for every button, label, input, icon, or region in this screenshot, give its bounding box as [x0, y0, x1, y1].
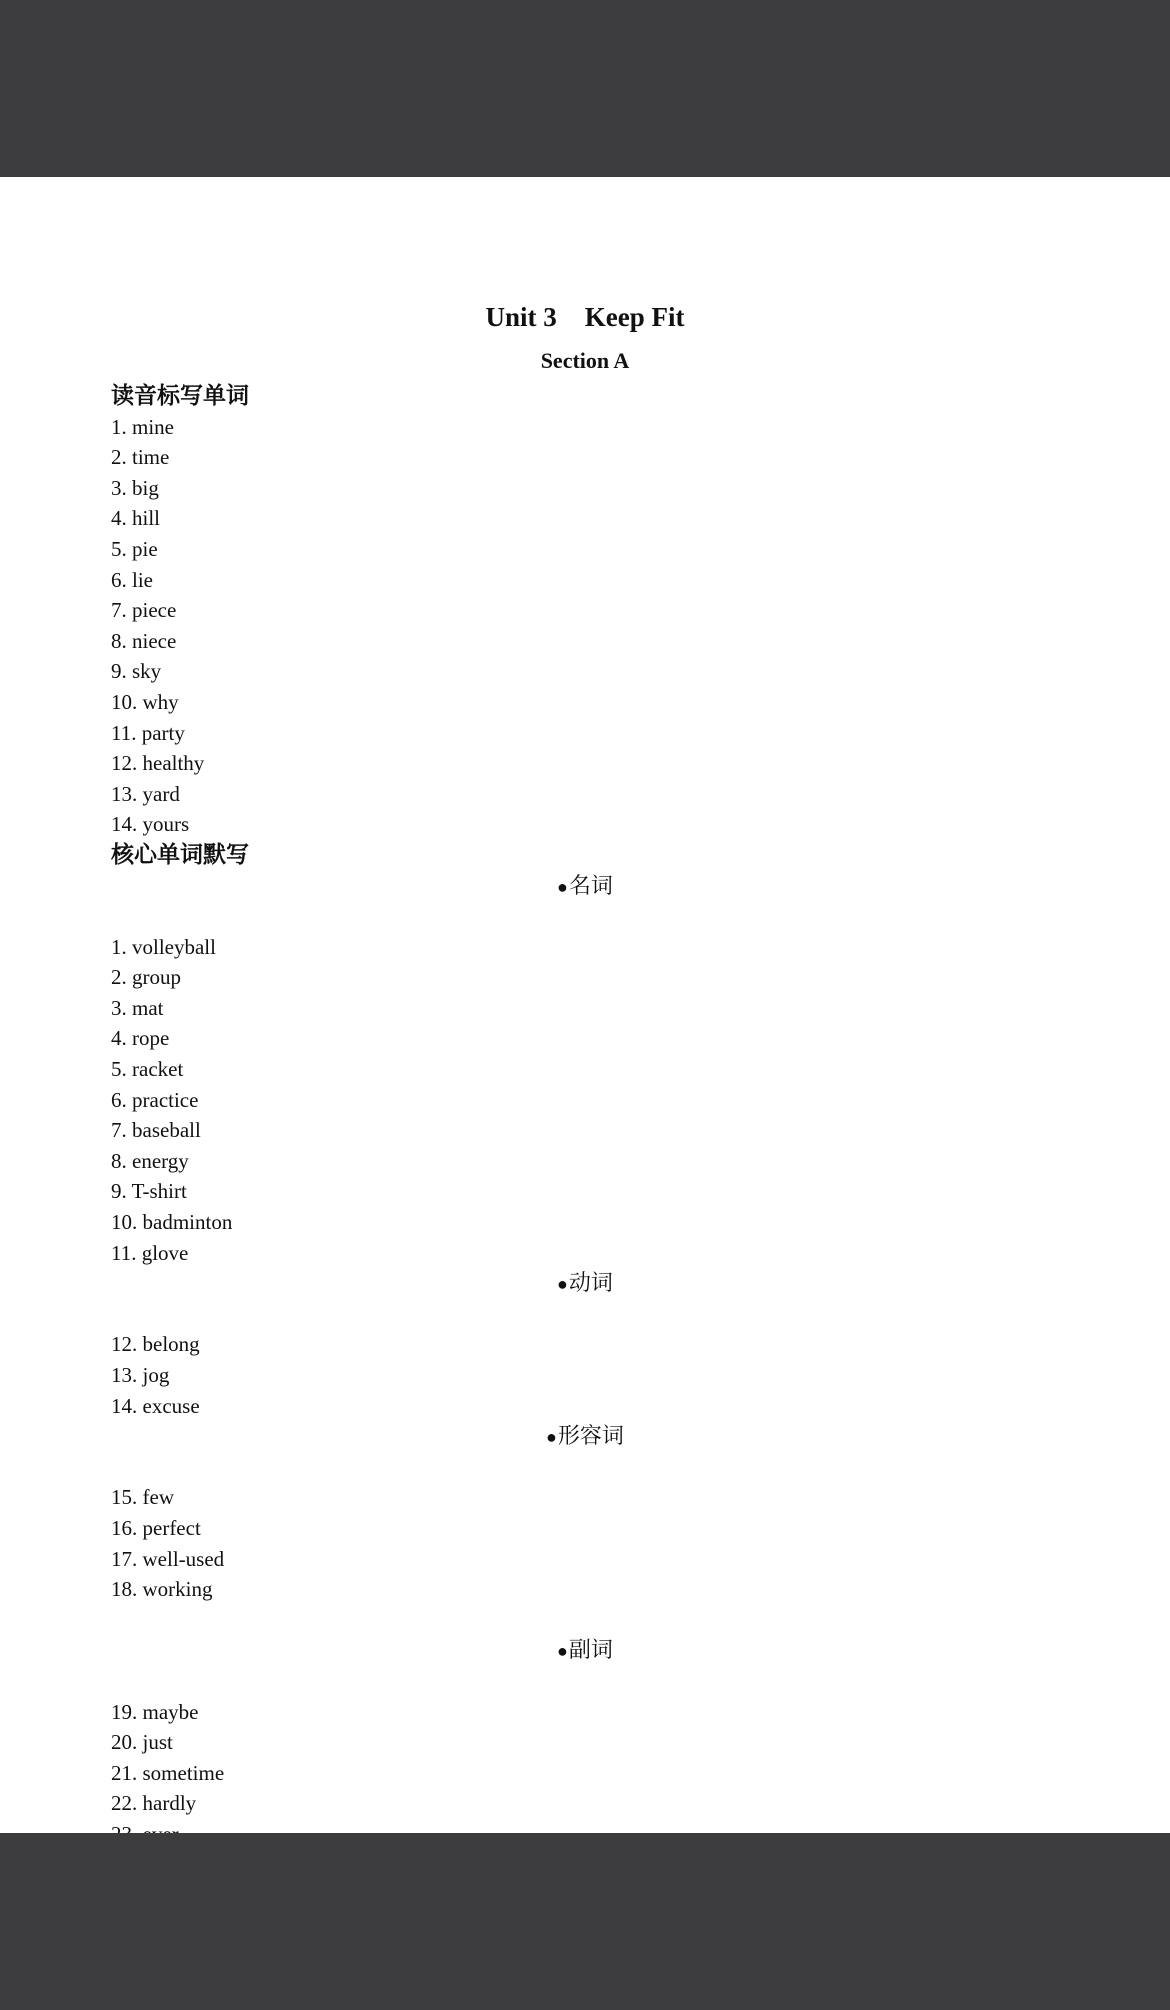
list-item: 13. yard [111, 781, 180, 806]
list-item: 7. baseball [111, 1118, 201, 1143]
list-item: 4. hill [111, 506, 161, 531]
list-item: 8. niece [111, 628, 177, 653]
list-item: 10. why [111, 689, 179, 714]
section1-heading: 读音标写单词 [111, 383, 249, 408]
category-nouns [111, 871, 1059, 902]
list-item: 11. party [111, 720, 185, 745]
adverbs-list [111, 1697, 1059, 1850]
list-item: 19. maybe [111, 1699, 199, 1724]
list-item: 5. racket [111, 1057, 184, 1082]
list-item: 3. mat [111, 995, 164, 1020]
list-item: 6. practice [111, 1087, 199, 1112]
list-item: 9. sky [111, 659, 162, 684]
list-item: 21. sometime [111, 1760, 225, 1785]
section1-list [111, 412, 1059, 840]
list-item: 15. few [111, 1485, 174, 1510]
list-item: 1. mine [111, 414, 174, 439]
list-item: 9. T-shirt [111, 1179, 187, 1204]
list-item: 12. healthy [111, 751, 205, 776]
verbs-list [111, 1329, 1059, 1421]
list-item: 20. just [111, 1730, 173, 1755]
category-label: 动词 [568, 1270, 613, 1296]
document-page [0, 177, 1170, 1833]
section2-heading: 核心单词默写 [111, 841, 249, 867]
list-item: 12. belong [111, 1332, 200, 1357]
category-label: 名词 [568, 872, 613, 898]
list-item: 10. badminton [111, 1210, 233, 1235]
list-item: 11. glove [111, 1240, 189, 1265]
list-item: 5. pie [111, 536, 158, 561]
nouns-list [111, 932, 1059, 1269]
document-title [111, 297, 1059, 337]
list-item: 3. big [111, 475, 159, 500]
list-item: 22. hardly [111, 1791, 197, 1816]
section-title: Section A [540, 348, 630, 373]
list-item: 1. volleyball [111, 934, 216, 959]
list-item: 14. excuse [111, 1393, 200, 1418]
list-item: 18. working [111, 1577, 213, 1602]
page-content [111, 297, 1059, 1850]
list-item: 16. perfect [111, 1515, 201, 1540]
category-verbs [111, 1268, 1059, 1299]
list-item: 4. rope [111, 1026, 170, 1051]
list-item: 6. lie [111, 567, 153, 592]
bullet-icon: ● [557, 1274, 568, 1295]
list-item: 7. piece [111, 598, 177, 623]
list-item: 2. time [111, 445, 170, 470]
list-item: 13. jog [111, 1363, 170, 1387]
bottom-viewer-bar [0, 1833, 1170, 2010]
category-label: 副词 [568, 1637, 613, 1663]
category-adjectives [111, 1421, 1059, 1452]
list-item: 8. energy [111, 1148, 189, 1173]
category-label: 形容词 [557, 1423, 624, 1449]
category-adverbs [111, 1635, 1059, 1666]
bullet-icon: ● [546, 1427, 557, 1448]
bullet-icon: ● [557, 1641, 568, 1662]
title-unit: Unit 3 [485, 302, 557, 332]
list-item: 14. yours [111, 812, 190, 837]
list-item: 2. group [111, 965, 181, 990]
adjectives-list [111, 1482, 1059, 1604]
top-viewer-bar [0, 0, 1170, 177]
bullet-icon: ● [557, 876, 568, 897]
list-item: 17. well-used [111, 1546, 225, 1571]
title-name: Keep Fit [584, 302, 685, 332]
